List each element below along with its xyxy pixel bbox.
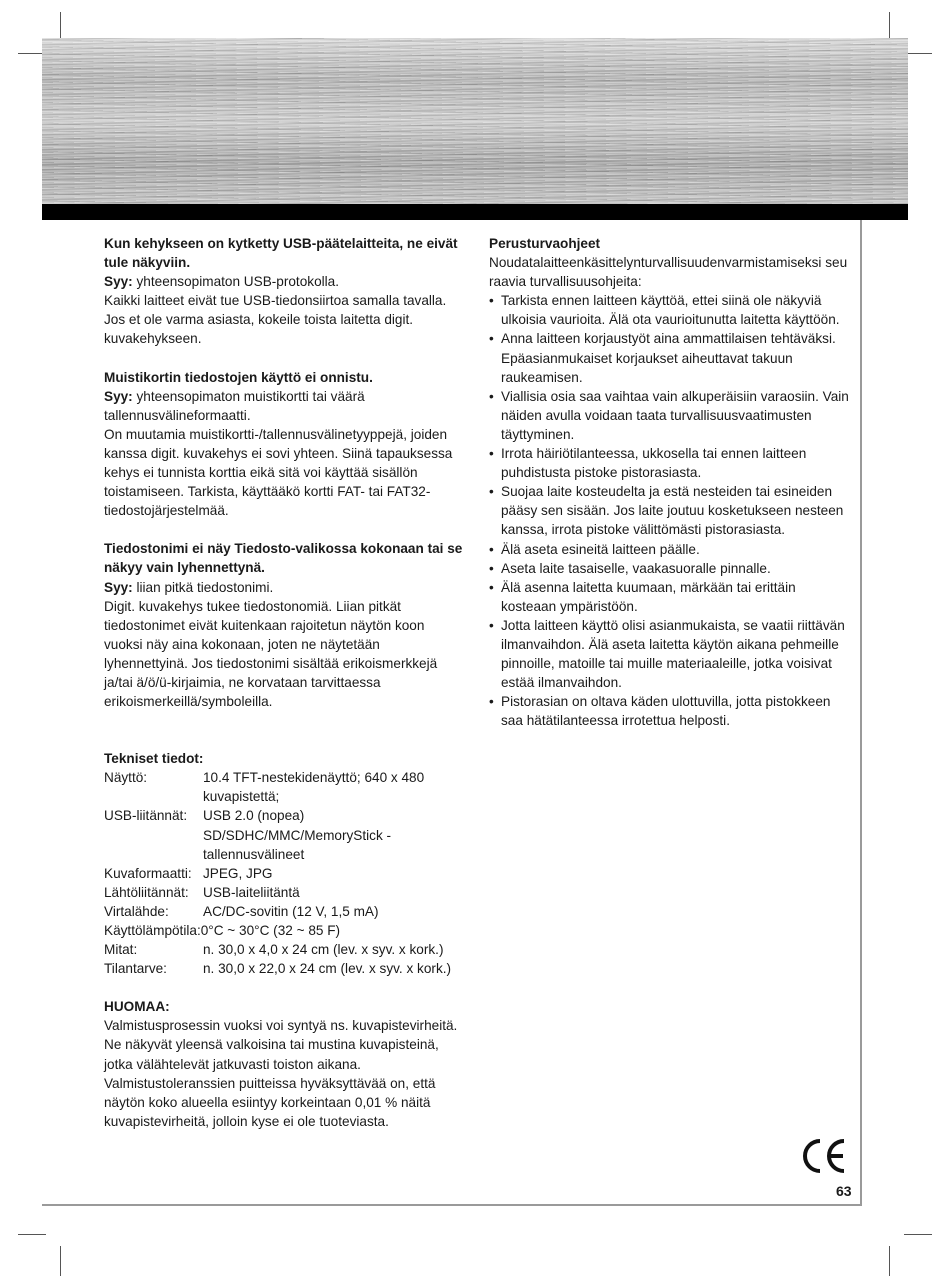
specs-title: Tekniset tiedot: [104,751,204,767]
bullet-icon: • [489,617,494,633]
bullet-icon: • [489,293,494,309]
section-body: Digit. kuvakehys tukee tiedostonomiä. Liian pitkät tiedostonimet eivät kuitenkaan rajoitetun näytön koon vuoksi näy aina kokonaan, joten ne näytetään lyhennettyinä. Jos tiedostonimi sisältää erikoismerkkejä ja/tai ä/ö/ü-kirjaimia, ne korvataan tarvittaessa erikoismerkeillä/symboleilla. [104,598,438,710]
spec-value: kuvapistettä; [203,789,280,805]
page-number: 63 [836,1183,852,1199]
list-item [489,387,849,444]
spec-value: USB-laiteliitäntä [203,884,300,900]
crop-mark [18,1234,46,1235]
spec-row [104,902,466,921]
safety-title: Perusturvaohjeet [489,236,601,251]
list-item-text: Viallisia osia saa vaihtaa vain alkuperäisiin varaosiin. Vain näiden avulla voidaan taata turvallisuusvaatimusten täyttyminen. [501,388,849,442]
spec-value: 10.4 TFT-nestekidenäyttö; 640 x 480 [203,770,425,786]
spec-key: Käyttölämpötila: [104,923,201,938]
spec-value: JPEG, JPG [203,865,273,881]
ce-mark-icon [800,1138,848,1174]
spec-value: n. 30,0 x 4,0 x 24 cm (lev. x syv. x kork.) [203,942,444,958]
spec-row [104,959,466,978]
bullet-icon: • [489,388,494,404]
spec-key: Tilantarve: [104,961,167,977]
spec-key: Mitat: [104,942,138,958]
cause-label: Syy: [104,579,133,595]
spec-key: USB-liitännät: [104,808,188,824]
safety-intro: Noudatalaitteenkäsittelynturvallisuudenvarmistamiseksi seuraavia turvallisuusohjeita: [489,255,848,290]
cause-label: Syy: [104,274,133,290]
spec-key: Virtalähde: [104,903,169,919]
list-item-text: Älä aseta esineitä laitteen päälle. [501,541,700,557]
list-item [489,482,849,539]
bullet-icon: • [489,331,494,347]
section-title: Tiedostonimi ei näy Tiedosto-valikossa kokonaan tai se näkyy vain lyhennettynä. [104,541,463,576]
section-title: Muistikortin tiedostojen käyttö ei onnistu. [104,369,373,385]
list-item-text: Suojaa laite kosteudelta ja estä nesteiden tai esineiden pääsy sen sisään. Jos laite joutuu kosketukseen nesteen kanssa, irrota pistoke välittömästi pistorasiasta. [501,484,844,538]
bullet-icon: • [489,560,494,576]
list-item [489,444,849,482]
note-title: HUOMAA: [104,999,170,1015]
spec-value: AC/DC-sovitin (12 V, 1,5 mA) [203,903,379,919]
specs-table [104,768,466,978]
left-column [104,234,466,1131]
crop-mark [904,1234,932,1235]
spec-value: n. 30,0 x 22,0 x 24 cm (lev. x syv. x kork.) [203,961,452,977]
cause-text: yhteensopimaton muistikortti tai väärä tallennusvälineformaatti. [104,388,365,423]
cause-line [104,578,466,597]
spec-key: Näyttö: [104,770,148,786]
list-item-text: Pistorasian on oltava käden ulottuvilla, jotta pistokkeen saa hätätilanteessa irrotettua helposti. [501,694,831,729]
section-body: On muutamia muistikortti-/tallennusvälinetyyppejä, joiden kanssa digit. kuvakehys ei sovi yhteen. Siinä tapauksessa kehys ei tunnista korttia eikä sitä voi käyttää sisällön toistamiseen. Tarkista, käyttääkö kortti FAT- tai FAT32-tiedostojärjestelmää. [104,426,453,519]
bullet-icon: • [489,579,494,595]
list-item-text: Anna laitteen korjaustyöt aina ammattilaisen tehtäväksi. Epäasianmukaiset korjaukset aiheuttavat takuun raukeamisen. [501,331,836,385]
page-frame-right [860,220,862,1206]
cause-line [104,272,466,291]
spec-row [104,768,466,806]
spec-value: SD/SDHC/MMC/MemoryStick - [203,827,392,843]
bullet-icon: • [489,694,494,710]
cause-label: Syy: [104,388,133,404]
section-body: Kaikki laitteet eivät tue USB-tiedonsiirtoa samalla tavalla. Jos et ole varma asiasta, kokeile toista laitetta digit. kuvakehykseen. [104,293,447,347]
spec-key: Lähtöliitännät: [104,884,189,900]
spec-value: tallennusvälineet [203,846,305,862]
list-item [489,291,849,329]
list-item [489,616,849,692]
cause-line [104,387,466,425]
cause-text: yhteensopimaton USB-protokolla. [132,274,340,290]
spec-row [104,806,466,863]
spec-key: Kuvaformaatti: [104,865,192,881]
list-item [489,692,849,730]
spec-value: 0°C ~ 30°C (32 ~ 85 F) [200,923,341,938]
list-item [489,540,849,559]
page-frame-bottom [42,1204,862,1206]
bullet-icon: • [489,446,494,462]
cause-text: liian pitkä tiedostonimi. [132,579,274,595]
crop-mark [904,53,932,54]
bullet-icon: • [489,484,494,500]
safety-list [489,291,849,730]
crop-mark [60,1246,61,1276]
list-item-text: Aseta laite tasaiselle, vaakasuoralle pinnalle. [501,560,771,576]
list-item-text: Tarkista ennen laitteen käyttöä, ettei siinä ole näkyviä ulkoisia vaurioita. Älä ota vaurioitunutta laitetta käyttöön. [501,293,840,328]
list-item [489,578,849,616]
list-item-text: Älä asenna laitetta kuumaan, märkään tai erittäin kosteaan ympäristöön. [501,579,796,614]
list-item-text: Irrota häiriötilanteessa, ukkosella tai ennen laitteen puhdistusta pistoke pistorasiasta. [501,446,807,481]
list-item [489,559,849,578]
spec-row [104,940,466,959]
spec-row [104,883,466,902]
section-title: Kun kehykseen on kytketty USB-päätelaitteita, ne eivät tule näkyviin. [104,236,458,271]
bullet-icon: • [489,541,494,557]
header-brushed-metal-band [42,38,908,204]
spec-row [104,864,466,883]
list-item [489,329,849,386]
header-black-bar [42,204,908,220]
list-item-text: Jotta laitteen käyttö olisi asianmukaista, se vaatii riittävän ilmanvaihdon. Älä aseta laitetta käytön aikana pehmeille pinnoille, matoille tai muille materiaaleille, jotka voisivat estää ilmanvaihdon. [501,617,845,691]
spec-row [104,921,466,940]
crop-mark [889,1246,890,1276]
right-column [489,234,849,730]
note-body: Valmistusprosessin vuoksi voi syntyä ns. kuvapistevirheitä. Ne näkyvät yleensä valkoisina tai mustina kuvapisteinä, jotka välähtelevät jatkuvasti toiston aikana. Valmistustoleranssien puitteissa hyväksyttävää on, että näytön koko alueella esiintyy korkeintaan 0,01 % näitä kuvapistevirheitä, jolloin kyse ei ole tuoteviasta. [104,1018,458,1129]
spec-value: USB 2.0 (nopea) [203,808,305,824]
